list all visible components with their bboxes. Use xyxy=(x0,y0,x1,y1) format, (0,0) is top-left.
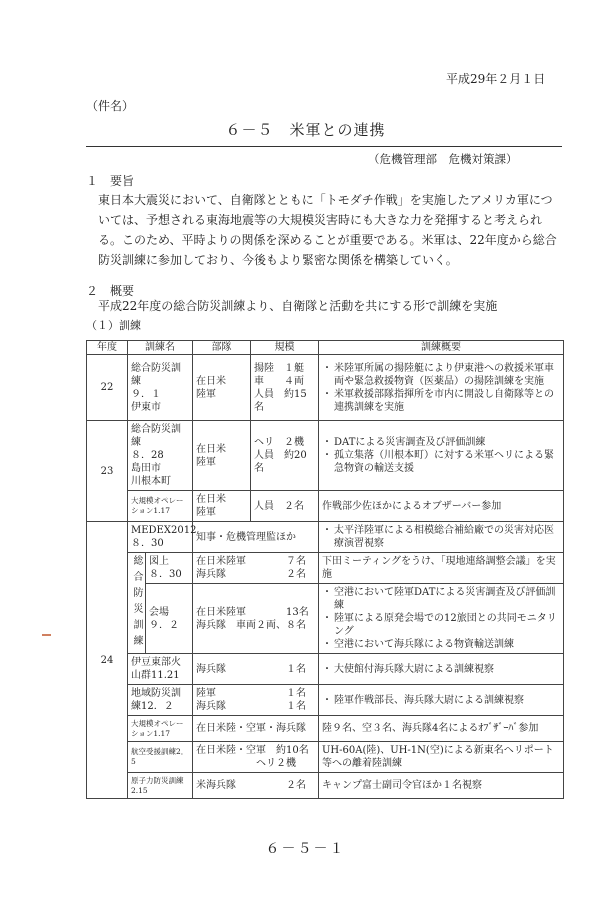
header-scale: 規模 xyxy=(251,341,319,355)
summary-cell xyxy=(319,421,564,491)
table-row xyxy=(87,522,564,553)
unit-cell: 在日米 陸軍 xyxy=(193,491,251,522)
table-row xyxy=(87,685,564,716)
summary-cell: キャンプ富士副司令官ほか１名視察 xyxy=(319,773,564,799)
summary-cell: 下田ミーティングをうけ、「現地連絡調整会議」を実施 xyxy=(319,553,564,584)
page-number: ６－５－１ xyxy=(265,841,346,857)
section1-body: 東日本大震災において、自衛隊とともに「トモダチ作戦」を実施したアメリカ軍については、予想される東海地震等の大規模災害時にも大きな力を発揮すると考えられる。このため、平時よりの関係を深めることが重要である。米軍は、22年度から総合防災訓練に参加しており、今後もより緊密な関係を構築していく。 xyxy=(98,193,557,267)
table-row xyxy=(87,654,564,685)
table-row xyxy=(87,716,564,742)
training-name-cell: 会場 ９．２ xyxy=(146,584,193,654)
summary-item: ・ 空港において海兵隊による物資輸送訓練 xyxy=(334,638,560,651)
training-name-cell: 地域防災訓練12．２ xyxy=(128,685,193,716)
summary-cell xyxy=(319,584,564,654)
header-summary: 訓練概要 xyxy=(319,341,564,355)
title-rule xyxy=(86,146,562,147)
summary-item: ・ 米軍救援部隊指揮所を市内に開設し自衛隊等との連携訓練を実施 xyxy=(334,388,560,414)
summary-cell: 作戦部少佐ほかによるオブザーバー参加 xyxy=(319,491,564,522)
training-name-cell: 大規模オペレーション1.17 xyxy=(128,491,193,522)
page-title: ６－５ 米軍との連携 xyxy=(225,121,386,139)
training-table xyxy=(86,340,564,799)
section1-heading: １ 要旨 xyxy=(86,174,135,188)
table-header-row xyxy=(87,341,564,355)
unit-cell: 在日米陸軍 ７名 海兵隊 ２名 xyxy=(193,553,319,584)
summary-cell: UH-60A(陸)、UH-1N(空)による新東名へリポート等への離着陸訓練 xyxy=(319,742,564,773)
summary-item: ・ 孤立集落（川根本町）に対する米軍ヘリによる緊急物資の輸送支援 xyxy=(334,449,560,475)
training-name-cell: 原子力防災訓練2.15 xyxy=(128,773,193,799)
table-row xyxy=(87,355,564,421)
scale-cell: ヘリ ２機 人員 約20名 xyxy=(251,421,319,491)
table-row xyxy=(87,742,564,773)
unit-cell: 在日米陸・空軍・海兵隊 xyxy=(193,716,319,742)
training-name-cell: 図上 ８．30 xyxy=(146,553,193,584)
unit-cell: 知事・危機管理監ほか xyxy=(193,522,319,553)
margin-mark xyxy=(42,634,51,636)
summary-item: ・ 米陸軍所属の揚陸艇により伊東港への救援米軍車両や緊急救援物資（医薬品）の揚陸訓練を実施 xyxy=(334,362,560,388)
department-label: （危機管理部 危機対策課） xyxy=(368,152,518,166)
unit-cell: 海兵隊 １名 xyxy=(193,654,319,685)
unit-cell: 在日米陸・空軍 約10名 ヘリ２機 xyxy=(193,742,319,773)
unit-cell: 在日米 陸軍 xyxy=(193,421,251,491)
case-label: （件名） xyxy=(86,99,135,113)
year-cell: 22 xyxy=(87,355,128,421)
training-subheading: （１）訓練 xyxy=(86,319,141,332)
summary-item: ・ 太平洋陸軍による相模総合補給廠での災害対応医療演習視察 xyxy=(334,524,560,550)
summary-item: ・ DATによる災害調査及び評価訓練 xyxy=(334,436,560,449)
summary-cell xyxy=(319,654,564,685)
sogo-bousai-label: 総合防災訓練 xyxy=(128,553,146,654)
summary-item: ・ 陸軍作戦部長、海兵隊大尉による訓練視察 xyxy=(334,694,560,707)
unit-cell: 米海兵隊 ２名 xyxy=(193,773,319,799)
training-name-cell: 大規模オペレーション1.17 xyxy=(128,716,193,742)
summary-cell xyxy=(319,685,564,716)
summary-cell: 陸９名、空３名、海兵隊4名によるｵﾌﾞｻﾞｰﾊﾞ参加 xyxy=(319,716,564,742)
table-row xyxy=(87,553,564,584)
section2-heading: ２ 概要 xyxy=(86,284,135,298)
unit-cell: 在日米 陸軍 xyxy=(193,355,251,421)
training-name-cell: MEDEX2012 ８．30 xyxy=(128,522,193,553)
header-unit: 部隊 xyxy=(193,341,251,355)
summary-cell xyxy=(319,522,564,553)
document-date: 平成29年２月１日 xyxy=(446,72,546,86)
summary-item: ・ 陸軍による原発会場での12旅団との共同モニタリング xyxy=(334,612,560,638)
unit-cell: 在日米陸軍 13名 海兵隊 車両２両、８名 xyxy=(193,584,319,654)
training-name-cell: 総合防災訓練 ９．１ 伊東市 xyxy=(128,355,193,421)
unit-cell: 陸軍 １名 海兵隊 １名 xyxy=(193,685,319,716)
table-row xyxy=(87,491,564,522)
table-row xyxy=(87,584,564,654)
table-row xyxy=(87,773,564,799)
summary-item: ・ 大使館付海兵隊大尉による訓練視察 xyxy=(334,663,560,676)
section2-lead: 平成22年度の総合防災訓練より、自衛隊と活動を共にする形で訓練を実施 xyxy=(98,299,498,313)
year-cell: 24 xyxy=(87,522,128,799)
training-name-cell: 航空受援訓練2．5 xyxy=(128,742,193,773)
year-cell: 23 xyxy=(87,421,128,522)
summary-cell xyxy=(319,355,564,421)
summary-item: ・ 空港において陸軍DATによる災害調査及び評価訓練 xyxy=(334,586,560,612)
scale-cell: 人員 ２名 xyxy=(251,491,319,522)
scale-cell: 揚陸 １艇 車 ４両 人員 約15名 xyxy=(251,355,319,421)
training-name-cell: 総合防災訓練 ８．28 島田市 川根本町 xyxy=(128,421,193,491)
header-year: 年度 xyxy=(87,341,128,355)
training-name-cell: 伊豆東部火山群11.21 xyxy=(128,654,193,685)
header-training-name: 訓練名 xyxy=(128,341,193,355)
table-row xyxy=(87,421,564,491)
